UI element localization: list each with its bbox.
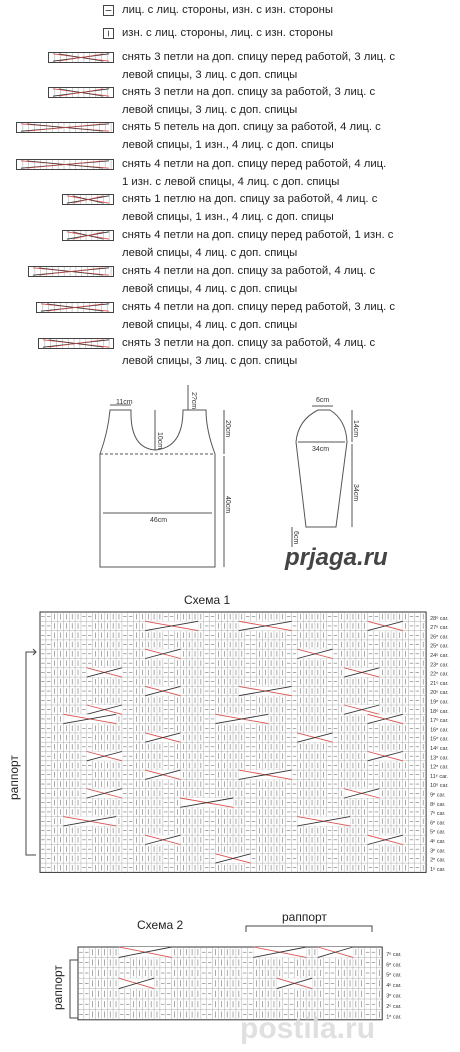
legend-text: снять 3 петли на доп. спицу за работой, 4 лиц. с bbox=[122, 337, 376, 349]
row-label: 20ᵉ сar. bbox=[430, 690, 449, 697]
row-label: 11ᵉ сar. bbox=[430, 773, 449, 780]
legend-text: левой спицы, 1 изн., 4 лиц. с доп. спицы bbox=[122, 139, 334, 151]
legend-text: изн. с лиц. стороны, лиц. с изн. стороны bbox=[122, 27, 333, 39]
legend-text: снять 5 петель на доп. спицу за работой, 4 лиц. с bbox=[122, 121, 381, 133]
row-label: 6ᵉ сar. bbox=[386, 962, 402, 969]
row-label: 23ᵉ сar. bbox=[430, 662, 449, 669]
row-label: 12ᵉ сar. bbox=[430, 764, 449, 771]
row-label: 5ᵉ сar. bbox=[430, 829, 446, 836]
chart2-title: Схема 2 bbox=[137, 918, 184, 932]
chart1-row-labels bbox=[430, 616, 449, 873]
row-label: 15ᵉ сar. bbox=[430, 736, 449, 743]
legend-text: 1 изн. с левой спицы, 4 лиц. с доп. спицы bbox=[122, 176, 340, 188]
row-label: 22ᵉ сar. bbox=[430, 671, 449, 678]
chart2-top-label: раппорт bbox=[282, 910, 327, 924]
row-label: 7ᵉ сar. bbox=[386, 951, 402, 958]
chart2-side-bracket bbox=[70, 960, 78, 1018]
body-length-label: 40cm bbox=[224, 496, 231, 514]
row-label: 24ᵉ сar. bbox=[430, 653, 449, 659]
chart2-top-bracket bbox=[246, 926, 372, 932]
row-label: 19ᵉ сar. bbox=[430, 699, 449, 706]
chart1-side-label: раппорт bbox=[7, 755, 21, 800]
row-label: 26ᵉ сar. bbox=[430, 634, 449, 641]
row-label: 10ᵉ сar. bbox=[430, 783, 449, 790]
row-label: 8ᵉ сar. bbox=[430, 801, 446, 808]
legend-text: снять 1 петлю на доп. спицу за работой, 4 лиц. с bbox=[122, 193, 378, 205]
legend-text: снять 4 петли на доп. спицу за работой, 4 лиц. с bbox=[122, 265, 376, 277]
row-label: 1ᵉ сar. bbox=[386, 1014, 402, 1021]
sleeve-cuff-label: 6cm bbox=[292, 531, 299, 545]
row-label: 28ᵉ сar. bbox=[430, 615, 449, 622]
sleeve-cap-height-label: 14cm bbox=[352, 420, 359, 438]
legend-text: снять 4 петли на доп. спицу перед работой, 1 изн. с bbox=[122, 229, 394, 241]
footer-watermark: postila.ru bbox=[240, 1012, 376, 1045]
neck-top-label: 2?cm bbox=[190, 392, 197, 410]
row-label: 16ᵉ сar. bbox=[430, 727, 449, 734]
row-label: 4ᵉ сar. bbox=[386, 983, 402, 990]
legend-text: снять 4 петли на доп. спицу перед работой, 4 лиц. bbox=[122, 158, 387, 170]
row-label: 21ᵉ сar. bbox=[430, 680, 449, 687]
chart1-repeat-bracket bbox=[26, 649, 36, 855]
chart2-side-label: раппорт bbox=[51, 965, 65, 1010]
legend-text: снять 3 петли на доп. спицу перед работой, 3 лиц. с bbox=[122, 51, 396, 63]
legend-text: левой спицы, 4 лиц. с доп. спицы bbox=[122, 283, 298, 295]
chart2-row-labels bbox=[386, 952, 402, 1020]
chart2-grid bbox=[78, 947, 382, 1020]
chart1-grid bbox=[40, 612, 426, 872]
legend-text: левой спицы, 3 лиц. с доп. спицы bbox=[122, 355, 298, 367]
row-label: 25ᵉ сar. bbox=[430, 643, 449, 650]
row-label: 2ᵉ сar. bbox=[430, 857, 446, 864]
row-label: 6ᵉ сar. bbox=[430, 820, 446, 827]
row-label: 14ᵉ сar. bbox=[430, 746, 449, 752]
legend-text: лиц. с лиц. стороны, изн. с изн. стороны bbox=[122, 4, 333, 16]
neck-depth-label: 10cm bbox=[156, 432, 163, 450]
site-watermark: prjaga.ru bbox=[285, 544, 388, 571]
row-label: 1ᵉ сar. bbox=[430, 866, 446, 873]
legend-text: левой спицы, 1 изн., 4 лиц. с доп. спицы bbox=[122, 211, 334, 223]
row-label: 9ᵉ сar. bbox=[430, 792, 446, 799]
neck-width-label: 11cm bbox=[116, 399, 133, 406]
sleeve-schematic bbox=[292, 406, 352, 547]
legend-text: снять 3 петли на доп. спицу за работой, 3 лиц. с bbox=[122, 86, 376, 98]
legend-text: левой спицы, 4 лиц. с доп. спицы bbox=[122, 247, 298, 259]
row-label: 7ᵉ сar. bbox=[430, 811, 446, 818]
legend-text: левой спицы, 3 лиц. с доп. спицы bbox=[122, 69, 298, 81]
sleeve-cap-top-label: 6cm bbox=[316, 397, 330, 404]
legend-text: левой спицы, 4 лиц. с доп. спицы bbox=[122, 319, 298, 331]
armhole-label: 20cm bbox=[224, 420, 231, 438]
row-label: 2ᵉ сar. bbox=[386, 1003, 402, 1010]
row-label: 5ᵉ сar. bbox=[386, 972, 402, 979]
row-label: 3ᵉ сar. bbox=[386, 993, 402, 1000]
sleeve-length-label: 34cm bbox=[352, 484, 359, 502]
legend-text: левой спицы, 3 лиц. с доп. спицы bbox=[122, 104, 298, 116]
row-label: 4ᵉ сar. bbox=[430, 839, 446, 845]
row-label: 3ᵉ сar. bbox=[430, 848, 446, 855]
row-label: 18ᵉ сar. bbox=[430, 708, 449, 715]
row-label: 17ᵉ сar. bbox=[430, 718, 449, 725]
body-schematic bbox=[100, 385, 224, 567]
sleeve-width-label: 34cm bbox=[312, 446, 330, 453]
row-label: 27ᵉ сar. bbox=[430, 625, 449, 632]
row-label: 13ᵉ сar. bbox=[430, 755, 449, 762]
legend-text: снять 4 петли на доп. спицу перед работой, 3 лиц. с bbox=[122, 301, 396, 313]
chart1-title: Схема 1 bbox=[184, 593, 231, 607]
body-width-label: 46cm bbox=[150, 517, 168, 524]
